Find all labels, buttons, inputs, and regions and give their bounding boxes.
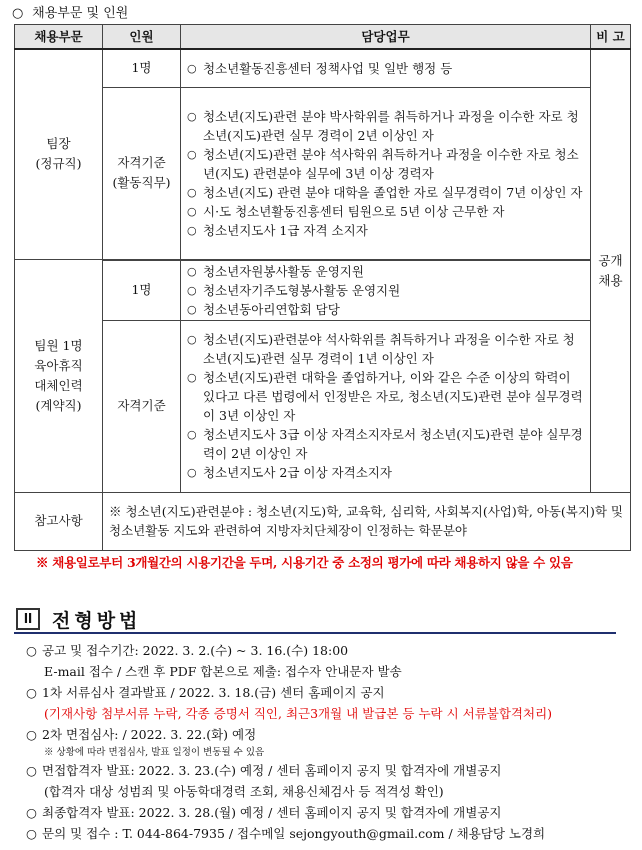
bullet-icon: ○ xyxy=(26,763,37,778)
heading-text: 채용부문 및 인원 xyxy=(32,6,129,21)
recruitment-table xyxy=(14,24,631,551)
list-item: ○ 청소년지도사 2급 이상 자격소지자 xyxy=(187,463,584,482)
leader-duty-cell xyxy=(181,49,591,88)
section-title xyxy=(14,604,616,634)
remark-cell xyxy=(591,49,631,493)
list-item: ○ 청소년(지도)관련분야 석사학위를 취득하거나 과정을 이수한 자로 청소년(지도)관련 실무 경력이 1년 이상인 자 xyxy=(187,330,584,368)
col-header-duty: 담당업무 xyxy=(181,25,591,49)
member-category-4: (계약직) xyxy=(35,397,82,413)
bullet-icon: ○ xyxy=(26,685,37,700)
remark-line-1: 공개 xyxy=(598,252,623,268)
list-item: ○ 청소년(지도)관련 분야 석사학위 취득하거나 과정을 이수한 자로 청소년(지도) 관련분야 실무에 3년 이상 경력자 xyxy=(187,145,584,183)
process-item xyxy=(26,724,626,745)
process-item xyxy=(26,823,626,844)
list-item: ○ 청소년자원봉사활동 운영지원 xyxy=(187,262,584,281)
process-text: 문의 및 접수 : T. 044-864-7935 / 접수메일 sejongyouth@gmail.com / 채용담당 노경희 xyxy=(42,826,546,841)
member-duty-cell xyxy=(181,260,591,321)
member-category-2: 육아휴직 xyxy=(34,357,83,373)
process-item xyxy=(26,745,626,760)
section-number: II xyxy=(16,608,40,630)
leader-category-sub: (정규직) xyxy=(35,156,82,172)
process-text: 면접합격자 발표: 2022. 3. 23.(수) 예정 / 센터 홈페이지 공지 및 합격자에 개별공지 xyxy=(42,763,502,778)
list-item: ○ 청소년(지도)관련 분야 박사학위를 취득하거나 과정을 이수한 자로 청소년(지도)관련 실무 경력이 2년 이상인 자 xyxy=(187,107,584,145)
bullet-icon: ○ xyxy=(26,643,37,658)
leader-qual-label-cell xyxy=(103,88,181,260)
section-heading-text: 전형방법 xyxy=(52,611,142,632)
process-text: (합격자 대상 성범죄 및 아동학대경력 조회, 채용신체검사 등 적격성 확인) xyxy=(44,784,444,799)
process-item xyxy=(26,682,626,703)
col-header-count: 인원 xyxy=(103,25,181,49)
table-row xyxy=(15,49,631,88)
process-text: 공고 및 접수기간: 2022. 3. 2.(수) ~ 3. 16.(수) 18:00 xyxy=(42,643,349,658)
table-row xyxy=(15,320,631,492)
member-category: 팀원 1명 xyxy=(34,337,83,353)
list-item: ○ 청소년자기주도형봉사활동 운영지원 xyxy=(187,281,584,300)
list-item: ○ 청소년(지도)관련 대학을 졸업하거나, 이와 같은 수준 이상의 학력이 있다고 다른 법령에서 인정받은 자로, 청소년(지도)관련 분야 실무경력이 3년 이상인 자 xyxy=(187,368,584,425)
member-category-cell xyxy=(15,260,103,493)
leader-category-cell xyxy=(15,49,103,260)
member-category-3: 대체인력 xyxy=(34,377,83,393)
table-row xyxy=(15,492,631,550)
leader-category: 팀장 xyxy=(46,136,71,152)
process-item xyxy=(26,802,626,823)
table-header-row xyxy=(15,25,631,49)
process-item xyxy=(26,703,626,724)
process-item xyxy=(26,640,626,661)
process-text: 1차 서류심사 결과발표 / 2022. 3. 18.(금) 센터 홈페이지 공지 xyxy=(42,685,385,700)
bullet-icon: ○ xyxy=(26,727,37,742)
reference-label: 참고사항 xyxy=(15,492,103,550)
member-qual-label: 자격기준 xyxy=(103,320,181,492)
process-item xyxy=(26,661,626,682)
list-item: ○ 청소년동아리연합회 담당 xyxy=(187,300,584,319)
section-heading xyxy=(12,2,128,21)
process-text: (기재사항 첨부서류 누락, 각종 증명서 직인, 최근3개월 내 발급본 등 누락 시 서류불합격처리) xyxy=(44,706,553,721)
process-text: 최종합격자 발표: 2022. 3. 28.(월) 예정 / 센터 홈페이지 공지 및 합격자에 개별공지 xyxy=(42,805,502,820)
process-list xyxy=(26,640,626,844)
list-item: ○ 시·도 청소년활동진흥센터 팀원으로 5년 이상 근무한 자 xyxy=(187,202,584,221)
leader-count: 1명 xyxy=(103,49,181,88)
bullet-icon: ○ xyxy=(12,6,24,21)
col-header-remark: 비 고 xyxy=(591,25,631,49)
bullet-icon: ○ xyxy=(26,805,37,820)
list-item: ○ 청소년(지도) 관련 분야 대학을 졸업한 자로 실무경력이 7년 이상인 자 xyxy=(187,183,584,202)
list-item: ○ 청소년지도사 3급 이상 자격소지자로서 청소년(지도)관련 분야 실무경력이 2년 이상인 자 xyxy=(187,425,584,463)
process-text: E-mail 접수 / 스캔 후 PDF 합본으로 제출: 접수자 안내문자 발송 xyxy=(44,664,402,679)
process-text: 2차 면접심사: / 2022. 3. 22.(화) 예정 xyxy=(42,727,257,742)
leader-qual-label-sub: (활동직무) xyxy=(112,175,171,191)
member-count: 1명 xyxy=(103,260,181,321)
member-qual-cell xyxy=(181,320,591,492)
col-header-category: 채용부문 xyxy=(15,25,103,49)
remark-line-2: 채용 xyxy=(598,272,623,288)
process-item xyxy=(26,760,626,781)
bullet-icon: ○ xyxy=(26,826,37,841)
process-item xyxy=(26,781,626,802)
reference-text: ※ 청소년(지도)관련분야 : 청소년(지도)학, 교육학, 심리학, 사회복지(사업)학, 아동(복지)학 및 청소년활동 지도와 관련하여 지방자치단체장이 인정하는 학문분야 xyxy=(103,492,631,550)
list-item: ○ 청소년지도사 1급 자격 소지자 xyxy=(187,221,584,240)
leader-qual-label: 자격기준 xyxy=(117,155,166,171)
leader-qual-cell xyxy=(181,88,591,260)
probation-notice: ※ 채용일로부터 3개월간의 시용기간을 두며, 시용기간 중 소정의 평가에 따라 채용하지 않을 수 있음 xyxy=(36,555,573,570)
process-text: ※ 상황에 따라 면접심사, 발표 일정이 변동될 수 있음 xyxy=(44,747,265,758)
table-row xyxy=(15,88,631,260)
table-row xyxy=(15,260,631,321)
leader-duty: ○ 청소년활동진흥센터 정책사업 및 일반 행정 등 xyxy=(187,59,584,78)
